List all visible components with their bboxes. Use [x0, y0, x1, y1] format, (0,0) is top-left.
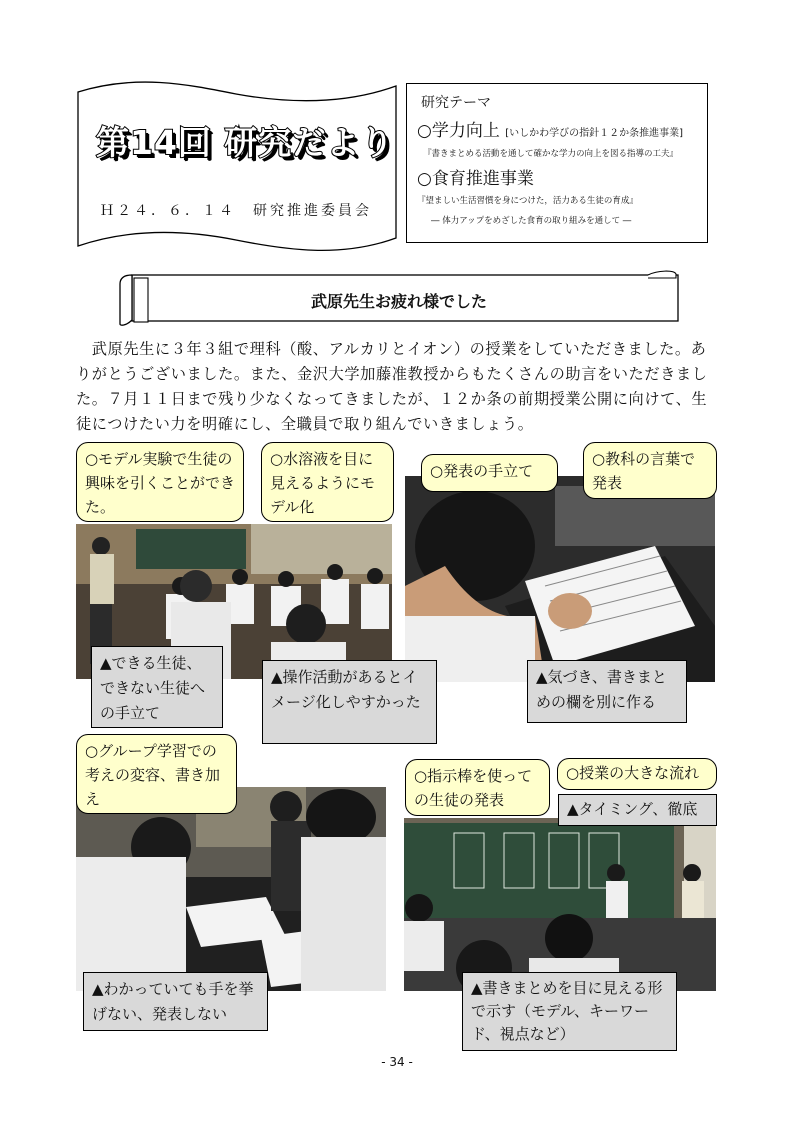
- bubble-lesson-flow: ○授業の大きな流れ: [557, 758, 717, 790]
- photo-student-writing: [405, 476, 715, 682]
- theme-item2-sub: 『望ましい生活習慣を身につけた，活力ある生徒の育成』: [417, 196, 638, 206]
- caption-separate-columns: ▲気づき、書きまとめの欄を別に作る: [527, 660, 687, 723]
- theme-label: 研究テーマ: [421, 95, 491, 111]
- theme-item2: ○食育推進事業: [417, 169, 534, 189]
- theme-item2-sub2: ― 体力アップをめざした食育の取り組みを通して ―: [431, 216, 632, 226]
- theme-item1: ○学力向上 [いしかわ学びの指針１２か条推進事業]: [417, 121, 684, 141]
- title-banner: [76, 80, 398, 255]
- section-heading-scroll: [118, 270, 680, 326]
- caption-hands-on-activity: ▲操作活動があるとイメージ化しやすかった: [262, 660, 437, 744]
- bubble-pointer-stick: ○指示棒を使っての生徒の発表: [405, 759, 550, 816]
- theme-item1-note: [いしかわ学びの指針１２か条推進事業]: [505, 128, 684, 139]
- caption-support-students: ▲できる生徒、できない生徒への手立て: [91, 646, 223, 728]
- bubble-visualize-solution: ○水溶液を目に見えるようにモデル化: [261, 442, 394, 522]
- bubble-group-learning: ○グループ学習での考えの変容、書き加え: [76, 734, 237, 814]
- photo-group-learning: [76, 787, 386, 991]
- section-heading: 武原先生お疲れ様でした: [310, 292, 487, 311]
- bubble-model-experiment: ○モデル実験で生徒の興味を引くことができた。: [76, 442, 244, 522]
- caption-timing: ▲タイミング、徹底: [558, 794, 717, 826]
- page-number: - 34 -: [381, 1055, 413, 1069]
- bubble-subject-language: ○教科の言葉で発表: [583, 442, 717, 499]
- date-line: Ｈ２４．６．１４ 研究推進委員会: [100, 203, 372, 219]
- caption-visible-summary: ▲書きまとめを目に見える形で示す（モデル、キーワード、視点など）: [462, 972, 677, 1051]
- research-theme-box: [406, 83, 708, 243]
- bubble-presentation-method: ○発表の手立て: [421, 454, 558, 492]
- photo-blackboard-presentation: [404, 818, 716, 991]
- newsletter-title: 第14回 研究だより: [96, 123, 395, 162]
- caption-not-raising-hands: ▲わかっていても手を挙げない、発表しない: [83, 972, 268, 1031]
- body-paragraph: 武原先生に３年３組で理科（酸、アルカリとイオン）の授業をしていただきました。ありがとうございました。また、金沢大学加藤准教授からもたくさんの助言をいただきました。７月１１日まで残り少なくなってきましたが、１２か条の前期授業公開に向けて、生徒につけたい力を明確にし、全職員で取り組んでいきましょう。: [76, 340, 708, 433]
- theme-item1-sub: 『書きまとめる活動を通して確かな学力の向上を図る指導の工夫』: [423, 149, 679, 159]
